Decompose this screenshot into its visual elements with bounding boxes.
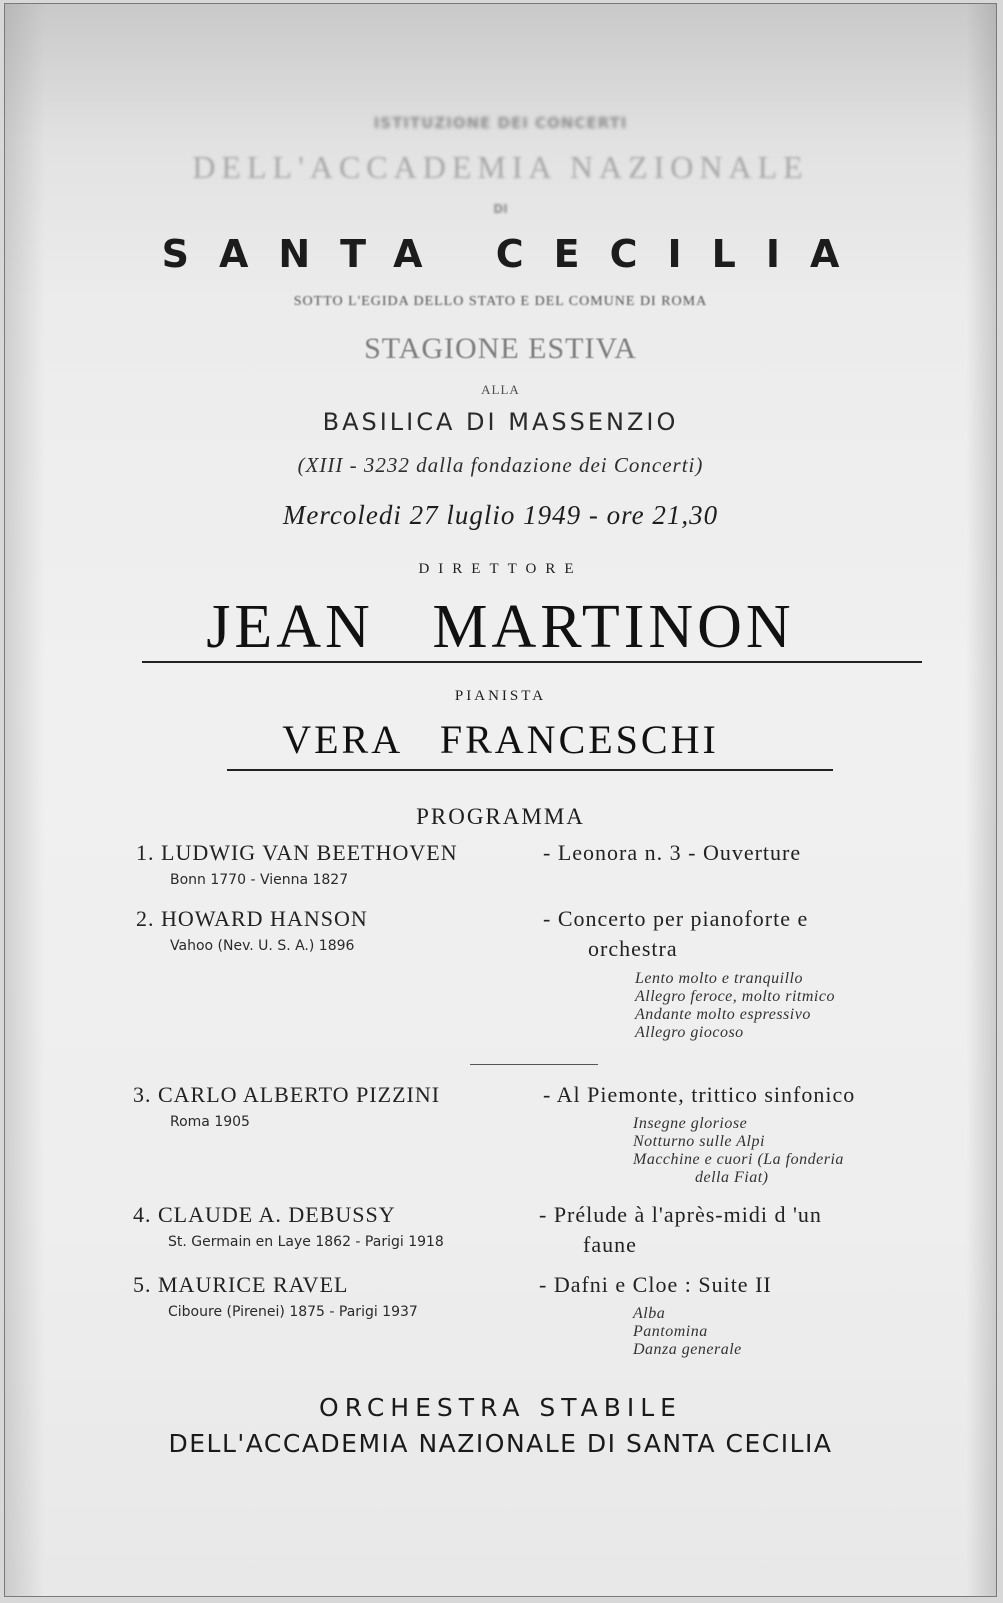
program-item-work: - Leonora n. 3 - Ouverture bbox=[543, 840, 802, 865]
program-item-life: Ciboure (Pirenei) 1875 - Parigi 1937 bbox=[168, 1304, 418, 1320]
concert-program-page bbox=[4, 3, 997, 1597]
program-item-life: St. Germain en Laye 1862 - Parigi 1918 bbox=[168, 1234, 444, 1250]
santa-cecilia-title: SANTA CECILIA bbox=[161, 232, 870, 276]
movement: Andante molto espressivo bbox=[635, 1006, 811, 1023]
program-item-work: - Concerto per pianoforte e bbox=[543, 906, 809, 931]
conductor-underline bbox=[142, 661, 922, 663]
movement: Allegro giocoso bbox=[635, 1024, 744, 1041]
movement: Lento molto e tranquillo bbox=[635, 970, 803, 987]
movement: Macchine e cuori (La fonderia bbox=[633, 1151, 844, 1168]
pianist-underline bbox=[227, 769, 833, 771]
program-item-work: - Dafni e Cloe : Suite II bbox=[539, 1272, 772, 1297]
program-item-composer: 1. LUDWIG VAN BEETHOVEN bbox=[136, 840, 458, 865]
program-item-life: Vahoo (Nev. U. S. A.) 1896 bbox=[170, 938, 355, 954]
program-item-work: - Prélude à l'après-midi d 'un bbox=[539, 1202, 822, 1227]
movement: Allegro feroce, molto ritmico bbox=[635, 988, 835, 1005]
di-line: DI bbox=[493, 202, 508, 216]
concert-number: (XIII - 3232 dalla fondazione dei Concerti) bbox=[297, 453, 704, 477]
alla-line: ALLA bbox=[481, 382, 520, 397]
conductor-name: JEAN MARTINON bbox=[206, 593, 795, 661]
movement: Notturno sulle Alpi bbox=[633, 1133, 765, 1150]
orchestra-subtitle: DELL'ACCADEMIA NAZIONALE DI SANTA CECILIA bbox=[168, 1429, 833, 1458]
movement: Danza generale bbox=[633, 1341, 742, 1358]
venue-title: BASILICA DI MASSENZIO bbox=[322, 408, 679, 436]
program-item-work-cont: orchestra bbox=[588, 936, 678, 961]
orchestra-title: ORCHESTRA STABILE bbox=[319, 1393, 682, 1422]
movement: della Fiat) bbox=[695, 1169, 769, 1186]
intermission-divider bbox=[470, 1064, 598, 1065]
program-item-work-cont: faune bbox=[583, 1232, 637, 1257]
program-item-composer: 4. CLAUDE A. DEBUSSY bbox=[133, 1202, 396, 1227]
movement: Alba bbox=[633, 1305, 666, 1322]
conductor-label: DIRETTORE bbox=[418, 561, 583, 577]
concert-date: Mercoledi 27 luglio 1949 - ore 21,30 bbox=[282, 500, 719, 530]
program-item-composer: 5. MAURICE RAVEL bbox=[133, 1272, 349, 1297]
program-item-work: - Al Piemonte, trittico sinfonico bbox=[543, 1082, 856, 1107]
season-title: STAGIONE ESTIVA bbox=[364, 332, 637, 365]
institution-line: ISTITUZIONE DEI CONCERTI bbox=[373, 114, 628, 132]
pianist-name: VERA FRANCESCHI bbox=[282, 717, 719, 762]
academy-line: DELL'ACCADEMIA NAZIONALE bbox=[192, 149, 809, 185]
pianist-label: PIANISTA bbox=[454, 688, 547, 704]
movement: Pantomina bbox=[633, 1323, 708, 1340]
movement: Insegne gloriose bbox=[633, 1115, 748, 1132]
program-title: PROGRAMMA bbox=[416, 804, 585, 829]
patronage-line: SOTTO L'EGIDA DELLO STATO E DEL COMUNE DI ROMA bbox=[293, 294, 708, 309]
program-item-composer: 3. CARLO ALBERTO PIZZINI bbox=[133, 1082, 441, 1107]
program-item-life: Roma 1905 bbox=[170, 1114, 250, 1130]
program-item-life: Bonn 1770 - Vienna 1827 bbox=[170, 872, 349, 888]
program-item-composer: 2. HOWARD HANSON bbox=[136, 906, 368, 931]
